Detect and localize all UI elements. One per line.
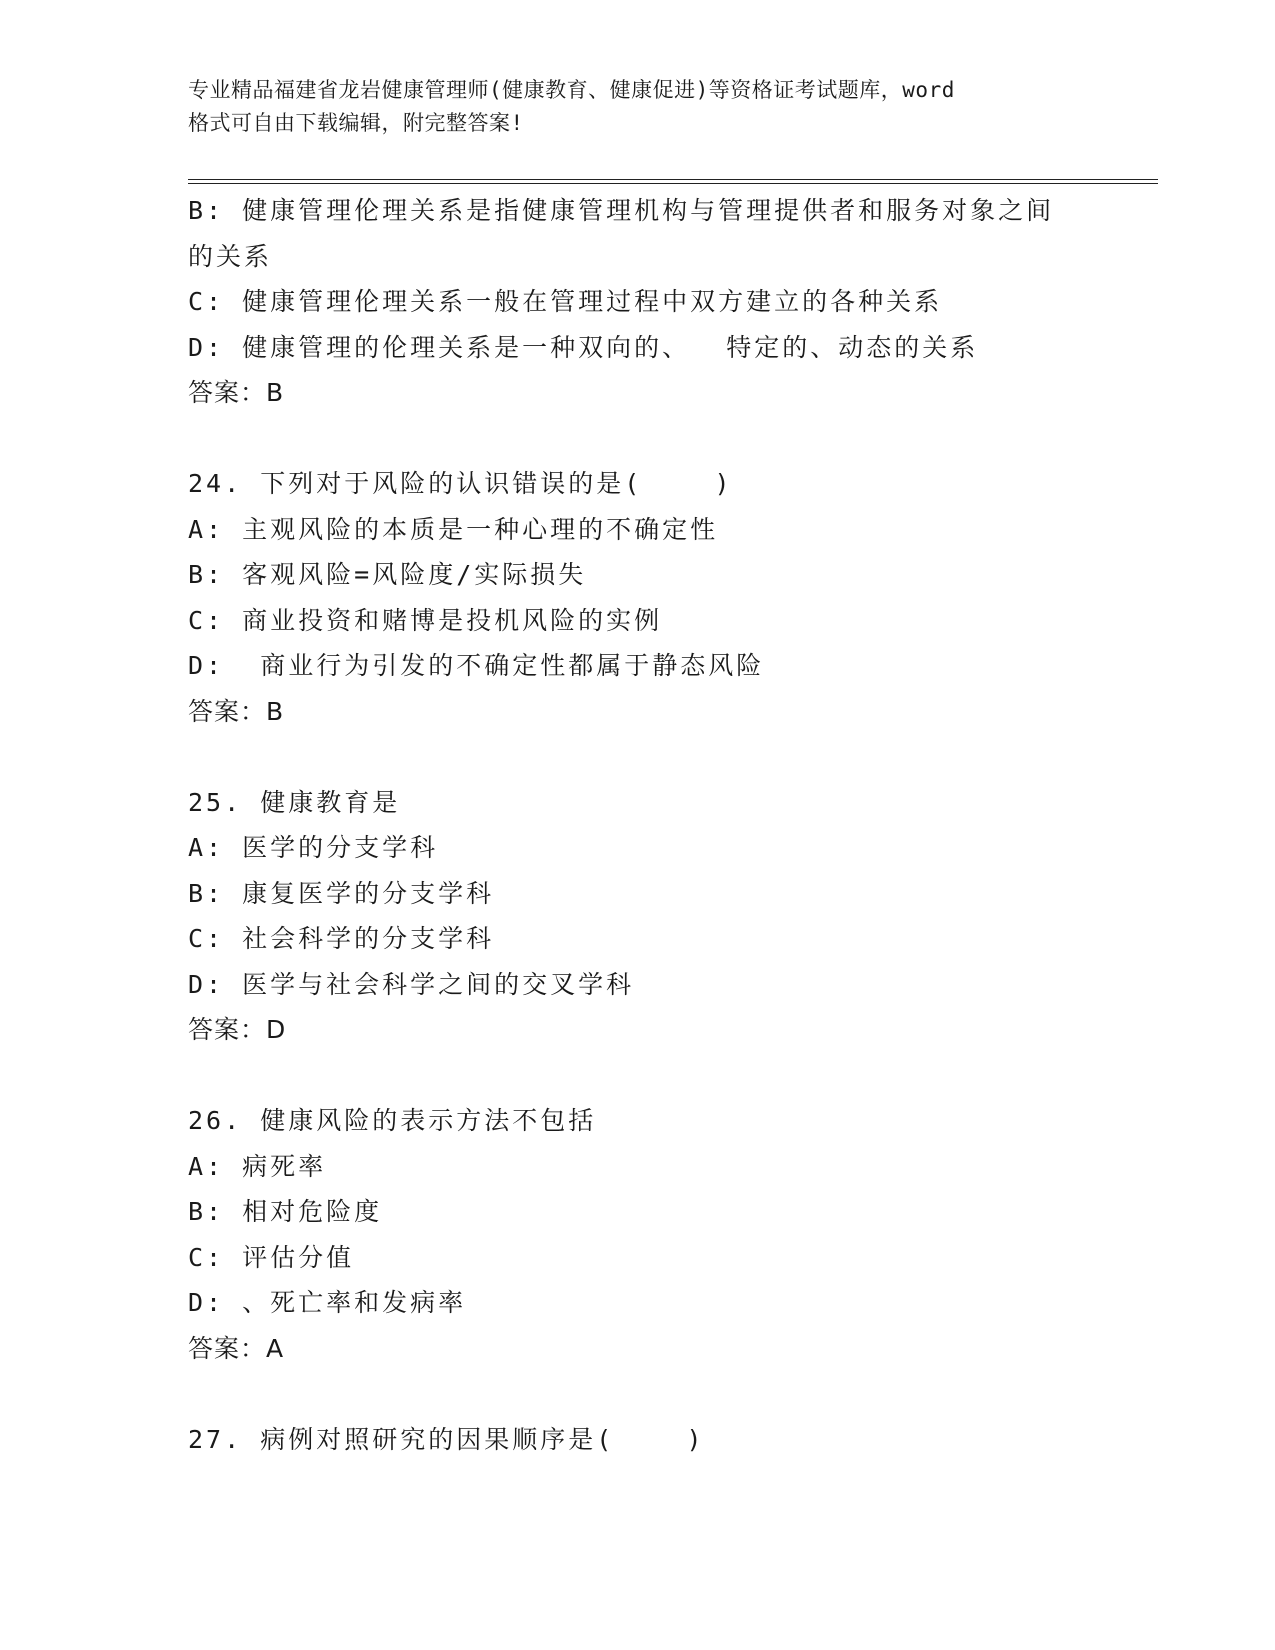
question-text: 27. 病例对照研究的因果顺序是( ) [188,1424,705,1454]
answer: 答案：A [188,1333,285,1363]
option-d: D: 、死亡率和发病率 [188,1288,467,1317]
option-a: A: 医学的分支学科 [188,833,439,862]
question-23-tail [188,188,1088,416]
option-b: B: 客观风险=风险度/实际损失 [188,560,587,589]
spacer [188,416,1088,462]
header-line-2: 格式可自由下载编辑，附完整答案! [188,111,524,135]
option-b: B: 康复医学的分支学科 [188,878,495,908]
question-27 [188,1417,1088,1463]
answer: 答案：B [188,696,285,726]
option-c: C: 评估分值 [188,1242,355,1272]
question-text: 26. 健康风险的表示方法不包括 [188,1106,597,1135]
answer: 答案：B [188,378,285,407]
option-a: A: 主观风险的本质是一种心理的不确定性 [188,514,719,544]
spacer [188,734,1088,780]
option-c: C: 健康管理伦理关系一般在管理过程中双方建立的各种关系 [188,287,943,316]
answer: 答案：D [188,1015,287,1044]
header-rule-top [188,179,1158,180]
option-c: C: 商业投资和赌博是投机风险的实例 [188,605,663,635]
question-26 [188,1098,1088,1371]
option-d: D: 健康管理的伦理关系是一种双向的、 特定的、动态的关系 [188,332,979,362]
question-24 [188,461,1088,734]
question-25 [188,780,1088,1053]
spacer [188,1053,1088,1099]
option-b: B: 相对危险度 [188,1197,383,1226]
option-a: A: 病死率 [188,1151,327,1181]
spacer [188,1371,1088,1417]
option-d: D: 医学与社会科学之间的交叉学科 [188,969,635,999]
question-list [188,188,1088,1462]
option-b: B: 健康管理伦理关系是指健康管理机构与管理提供者和服务对象之间 [188,196,1055,225]
question-text: 25. 健康教育是 [188,787,401,817]
document-header [188,74,1088,140]
option-d: D: 商业行为引发的不确定性都属于静态风险 [188,651,765,680]
header-line-1: 专业精品福建省龙岩健康管理师(健康教育、健康促进)等资格证考试题库，word [188,78,955,102]
header-rule-bottom [188,183,1158,184]
question-text: 24. 下列对于风险的认识错误的是( ) [188,469,733,498]
option-b-continued: 的关系 [188,241,273,271]
option-c: C: 社会科学的分支学科 [188,924,495,953]
